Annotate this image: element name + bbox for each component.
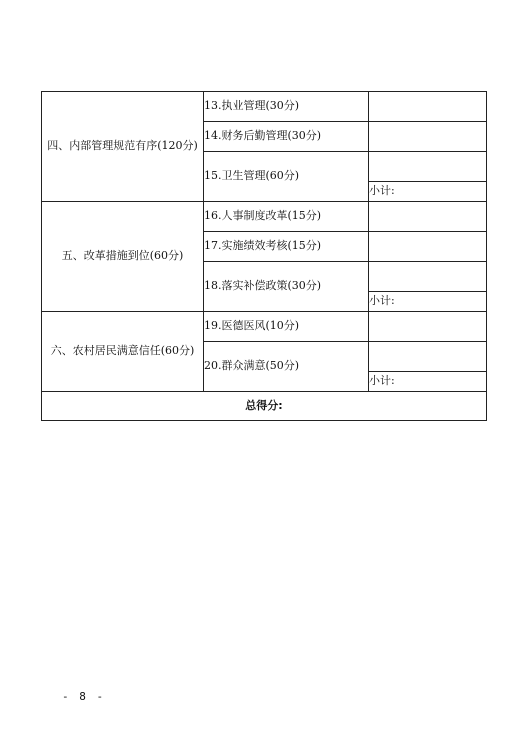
score-cell <box>369 202 487 232</box>
category-cell: 四、内部管理规范有序(120分) <box>42 92 204 202</box>
item-cell: 14.财务后勤管理(30分) <box>204 122 369 152</box>
score-cell <box>369 92 487 122</box>
page-number: - 8 - <box>62 690 106 703</box>
item-cell: 15.卫生管理(60分) <box>204 152 369 202</box>
table-row <box>42 92 487 122</box>
table-row <box>42 312 487 342</box>
item-cell: 19.医德医风(10分) <box>204 312 369 342</box>
score-cell <box>369 232 487 262</box>
item-cell: 13.执业管理(30分) <box>204 92 369 122</box>
subtotal-cell: 小计: <box>369 372 487 392</box>
category-cell: 五、改革措施到位(60分) <box>42 202 204 312</box>
item-cell: 17.实施绩效考核(15分) <box>204 232 369 262</box>
subtotal-cell: 小计: <box>369 292 487 312</box>
score-cell <box>369 122 487 152</box>
total-score-cell: 总得分: <box>42 392 487 421</box>
item-cell: 16.人事制度改革(15分) <box>204 202 369 232</box>
score-cell <box>369 152 487 182</box>
subtotal-cell: 小计: <box>369 182 487 202</box>
score-table <box>41 91 487 421</box>
score-cell <box>369 342 487 372</box>
score-cell <box>369 312 487 342</box>
item-cell: 18.落实补偿政策(30分) <box>204 262 369 312</box>
score-cell <box>369 262 487 292</box>
table-row <box>42 202 487 232</box>
category-cell: 六、农村居民满意信任(60分) <box>42 312 204 392</box>
table-row <box>42 392 487 421</box>
item-cell: 20.群众满意(50分) <box>204 342 369 392</box>
